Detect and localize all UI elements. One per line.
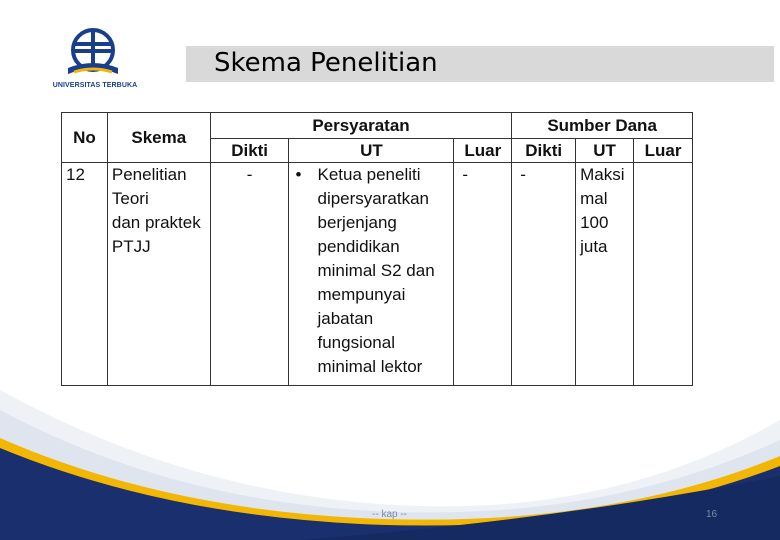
- requirement-line: Ketua peneliti: [317, 165, 421, 184]
- requirement-line: mempunyai: [317, 285, 406, 304]
- header-persyaratan-luar: Luar: [454, 139, 512, 163]
- cell-persyaratan-ut: [289, 163, 454, 386]
- research-scheme-table: [61, 112, 693, 386]
- bullet-icon: •: [295, 165, 302, 184]
- cell-dana-dikti: -: [512, 163, 576, 386]
- skema-line: Penelitian: [111, 165, 187, 184]
- skema-line: Teori: [111, 189, 149, 208]
- header-sumber-dana: Sumber Dana: [512, 113, 693, 139]
- cell-persyaratan-dikti: -: [210, 163, 289, 386]
- header-no: No: [62, 113, 108, 163]
- requirement-line: pendidikan: [317, 237, 400, 256]
- header-persyaratan-dikti: Dikti: [210, 139, 289, 163]
- header-persyaratan-ut: UT: [289, 139, 454, 163]
- dana-line: mal: [580, 189, 608, 208]
- cell-no: 12: [62, 163, 108, 386]
- title-bar: [184, 46, 774, 82]
- dana-line: juta: [580, 237, 608, 256]
- requirement-line: dipersyaratkan: [317, 189, 429, 208]
- cell-persyaratan-luar: -: [454, 163, 512, 386]
- requirement-line: minimal S2 dan: [317, 261, 435, 280]
- page-number: 16: [706, 509, 718, 520]
- dana-line: 100: [580, 213, 609, 232]
- skema-line: dan praktek: [111, 213, 201, 232]
- header-persyaratan: Persyaratan: [210, 113, 512, 139]
- cell-dana-ut: [576, 163, 634, 386]
- requirement-line: jabatan: [317, 309, 374, 328]
- cell-dana-luar: [634, 163, 693, 386]
- requirement-line: fungsional: [317, 333, 395, 352]
- requirement-line: minimal lektor: [317, 357, 423, 376]
- dana-line: Maksi: [580, 165, 625, 184]
- university-emblem-icon: [44, 28, 144, 84]
- title-divider: [184, 46, 186, 82]
- footer-text: -- kap --: [372, 509, 407, 520]
- slide-title: Skema Penelitian: [214, 48, 438, 78]
- header-dana-luar: Luar: [634, 139, 693, 163]
- university-logo: [44, 28, 144, 98]
- table-row: [62, 163, 693, 386]
- cell-skema: [107, 163, 210, 386]
- skema-line: PTJJ: [111, 237, 151, 256]
- requirement-line: berjenjang: [317, 213, 397, 232]
- header-dana-dikti: Dikti: [512, 139, 576, 163]
- header-skema: Skema: [107, 113, 210, 163]
- logo-text: UNIVERSITAS TERBUKA: [52, 82, 138, 89]
- header-dana-ut: UT: [576, 139, 634, 163]
